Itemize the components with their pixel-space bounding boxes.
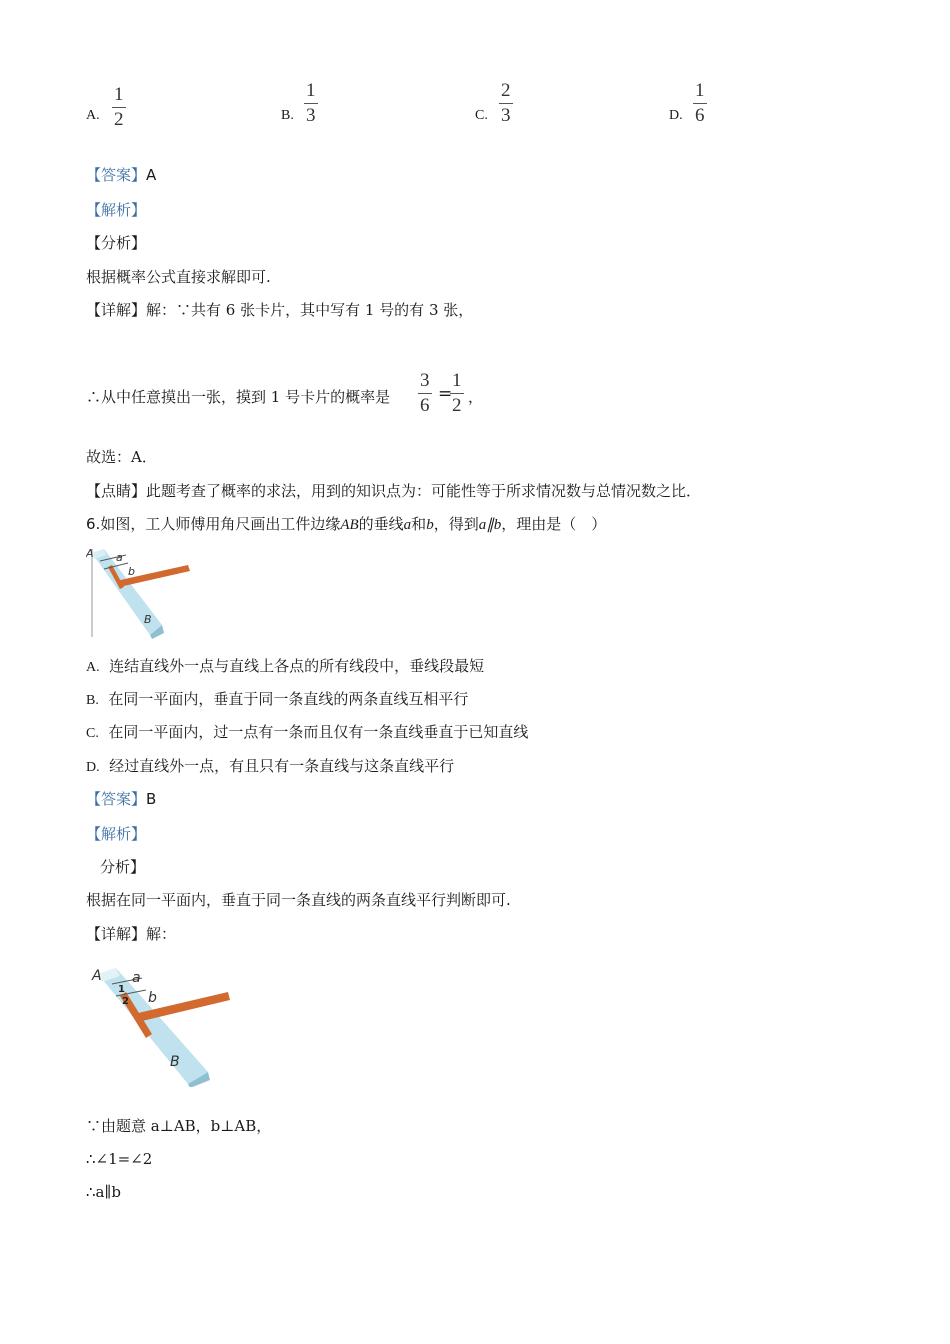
answer-tag: 【答案】 bbox=[86, 166, 147, 184]
q6-stem bbox=[86, 513, 606, 534]
q5-comment bbox=[86, 480, 701, 501]
option-text: 连结直线外一点与直线上各点的所有线段中，垂线段最短 bbox=[109, 657, 485, 675]
option-letter: A. bbox=[86, 660, 100, 675]
label-a: a bbox=[132, 970, 141, 986]
option-letter: A. bbox=[86, 108, 100, 123]
q5-fenxi-text: 根据概率公式直接求解即可. bbox=[86, 268, 271, 286]
denominator: 3 bbox=[306, 105, 316, 126]
stem-text: ，理由是（ ） bbox=[501, 515, 607, 533]
label-B: B bbox=[144, 613, 152, 626]
q6-option-c bbox=[86, 721, 528, 742]
workpiece-bar bbox=[98, 968, 208, 1084]
detail-tag: 【详解】 bbox=[86, 301, 147, 319]
stem-text: 的垂线 bbox=[358, 515, 404, 533]
option-letter: D. bbox=[669, 108, 683, 123]
q6-answer bbox=[86, 788, 156, 809]
comma: ， bbox=[468, 388, 484, 406]
line-b: b bbox=[426, 517, 434, 533]
q5-detail bbox=[86, 299, 473, 320]
q5-fenxi-tag: 【分析】 bbox=[86, 234, 147, 252]
q6-step-3: ∴a∥b bbox=[86, 1183, 122, 1201]
option-letter: D. bbox=[86, 760, 100, 775]
numerator: 1 bbox=[452, 370, 462, 391]
q6-figure-set-square bbox=[86, 545, 196, 640]
q6-step-2: ∴∠1=∠2 bbox=[86, 1150, 153, 1168]
denominator: 3 bbox=[501, 105, 511, 126]
option-letter: B. bbox=[281, 108, 294, 123]
question-number: 6. bbox=[86, 515, 101, 533]
label-angle-2: 2 bbox=[122, 996, 129, 1007]
q6-option-d bbox=[86, 755, 454, 776]
q6-option-b bbox=[86, 688, 468, 709]
q5-jiexi-tag: 【解析】 bbox=[86, 201, 147, 219]
q6-option-a bbox=[86, 655, 484, 676]
numerator: 1 bbox=[306, 80, 316, 101]
denominator: 6 bbox=[420, 395, 430, 416]
q5-choose: 故选：A． bbox=[86, 448, 157, 466]
probability-fraction-1 bbox=[418, 370, 432, 417]
option-text: 在同一平面内，过一点有一条而且仅有一条直线垂直于已知直线 bbox=[108, 723, 529, 741]
answer-value: B bbox=[146, 790, 157, 808]
label-B: B bbox=[170, 1054, 180, 1070]
q6-figure-angles bbox=[90, 962, 235, 1087]
option-letter: B. bbox=[86, 693, 99, 708]
label-A: A bbox=[86, 547, 94, 560]
numerator: 2 bbox=[501, 80, 511, 101]
q6-detail bbox=[86, 923, 176, 944]
detail-text: 解：∵共有 6 张卡片，其中写有 1 号的有 3 张， bbox=[146, 301, 474, 319]
numerator: 1 bbox=[695, 80, 705, 101]
label-A: A bbox=[92, 968, 102, 984]
q5-therefore-text: ∴从中任意摸出一张，摸到 1 号卡片的概率是 bbox=[86, 388, 391, 406]
parallel-statement: a∥b bbox=[478, 517, 502, 533]
fraction bbox=[112, 84, 126, 131]
q6-fenxi-tag: 分析】 bbox=[100, 858, 146, 876]
fraction bbox=[304, 80, 318, 127]
line-a: a bbox=[403, 517, 412, 533]
option-text: 在同一平面内，垂直于同一条直线的两条直线互相平行 bbox=[108, 690, 469, 708]
fraction bbox=[499, 80, 513, 127]
numerator: 3 bbox=[420, 370, 430, 391]
denominator: 2 bbox=[452, 395, 462, 416]
fraction bbox=[693, 80, 707, 127]
option-text: 经过直线外一点，有且只有一条直线与这条直线平行 bbox=[109, 757, 455, 775]
probability-fraction-2 bbox=[450, 370, 464, 417]
label-a: a bbox=[116, 551, 123, 564]
q6-jiexi-tag: 【解析】 bbox=[86, 825, 147, 843]
answer-tag: 【答案】 bbox=[86, 790, 147, 808]
equals-sign: = bbox=[438, 384, 453, 404]
q6-step-1: ∵由题意 a⊥AB，b⊥AB， bbox=[86, 1117, 272, 1135]
option-letter: C. bbox=[86, 726, 99, 741]
q6-fenxi-text: 根据在同一平面内，垂直于同一条直线的两条直线平行判断即可. bbox=[86, 891, 511, 909]
comment-text: 此题考查了概率的求法，用到的知识点为：可能性等于所求情况数与总情况数之比． bbox=[146, 482, 702, 500]
label-b: b bbox=[148, 990, 157, 1006]
stem-text: 和 bbox=[411, 515, 427, 533]
label-angle-1: 1 bbox=[118, 984, 125, 995]
label-b: b bbox=[128, 565, 135, 578]
q5-answer bbox=[86, 164, 156, 185]
stem-text: 如图，工人师傅用角尺画出工件边缘 bbox=[100, 515, 341, 533]
numerator: 1 bbox=[114, 84, 124, 105]
denominator: 6 bbox=[695, 105, 705, 126]
option-letter: C. bbox=[475, 108, 488, 123]
stem-text: ，得到 bbox=[433, 515, 479, 533]
answer-value: A bbox=[146, 166, 157, 184]
segment-ab: AB bbox=[340, 517, 359, 533]
detail-text: 解： bbox=[146, 925, 177, 943]
detail-tag: 【详解】 bbox=[86, 925, 147, 943]
denominator: 2 bbox=[114, 109, 124, 130]
comment-tag: 【点睛】 bbox=[86, 482, 147, 500]
